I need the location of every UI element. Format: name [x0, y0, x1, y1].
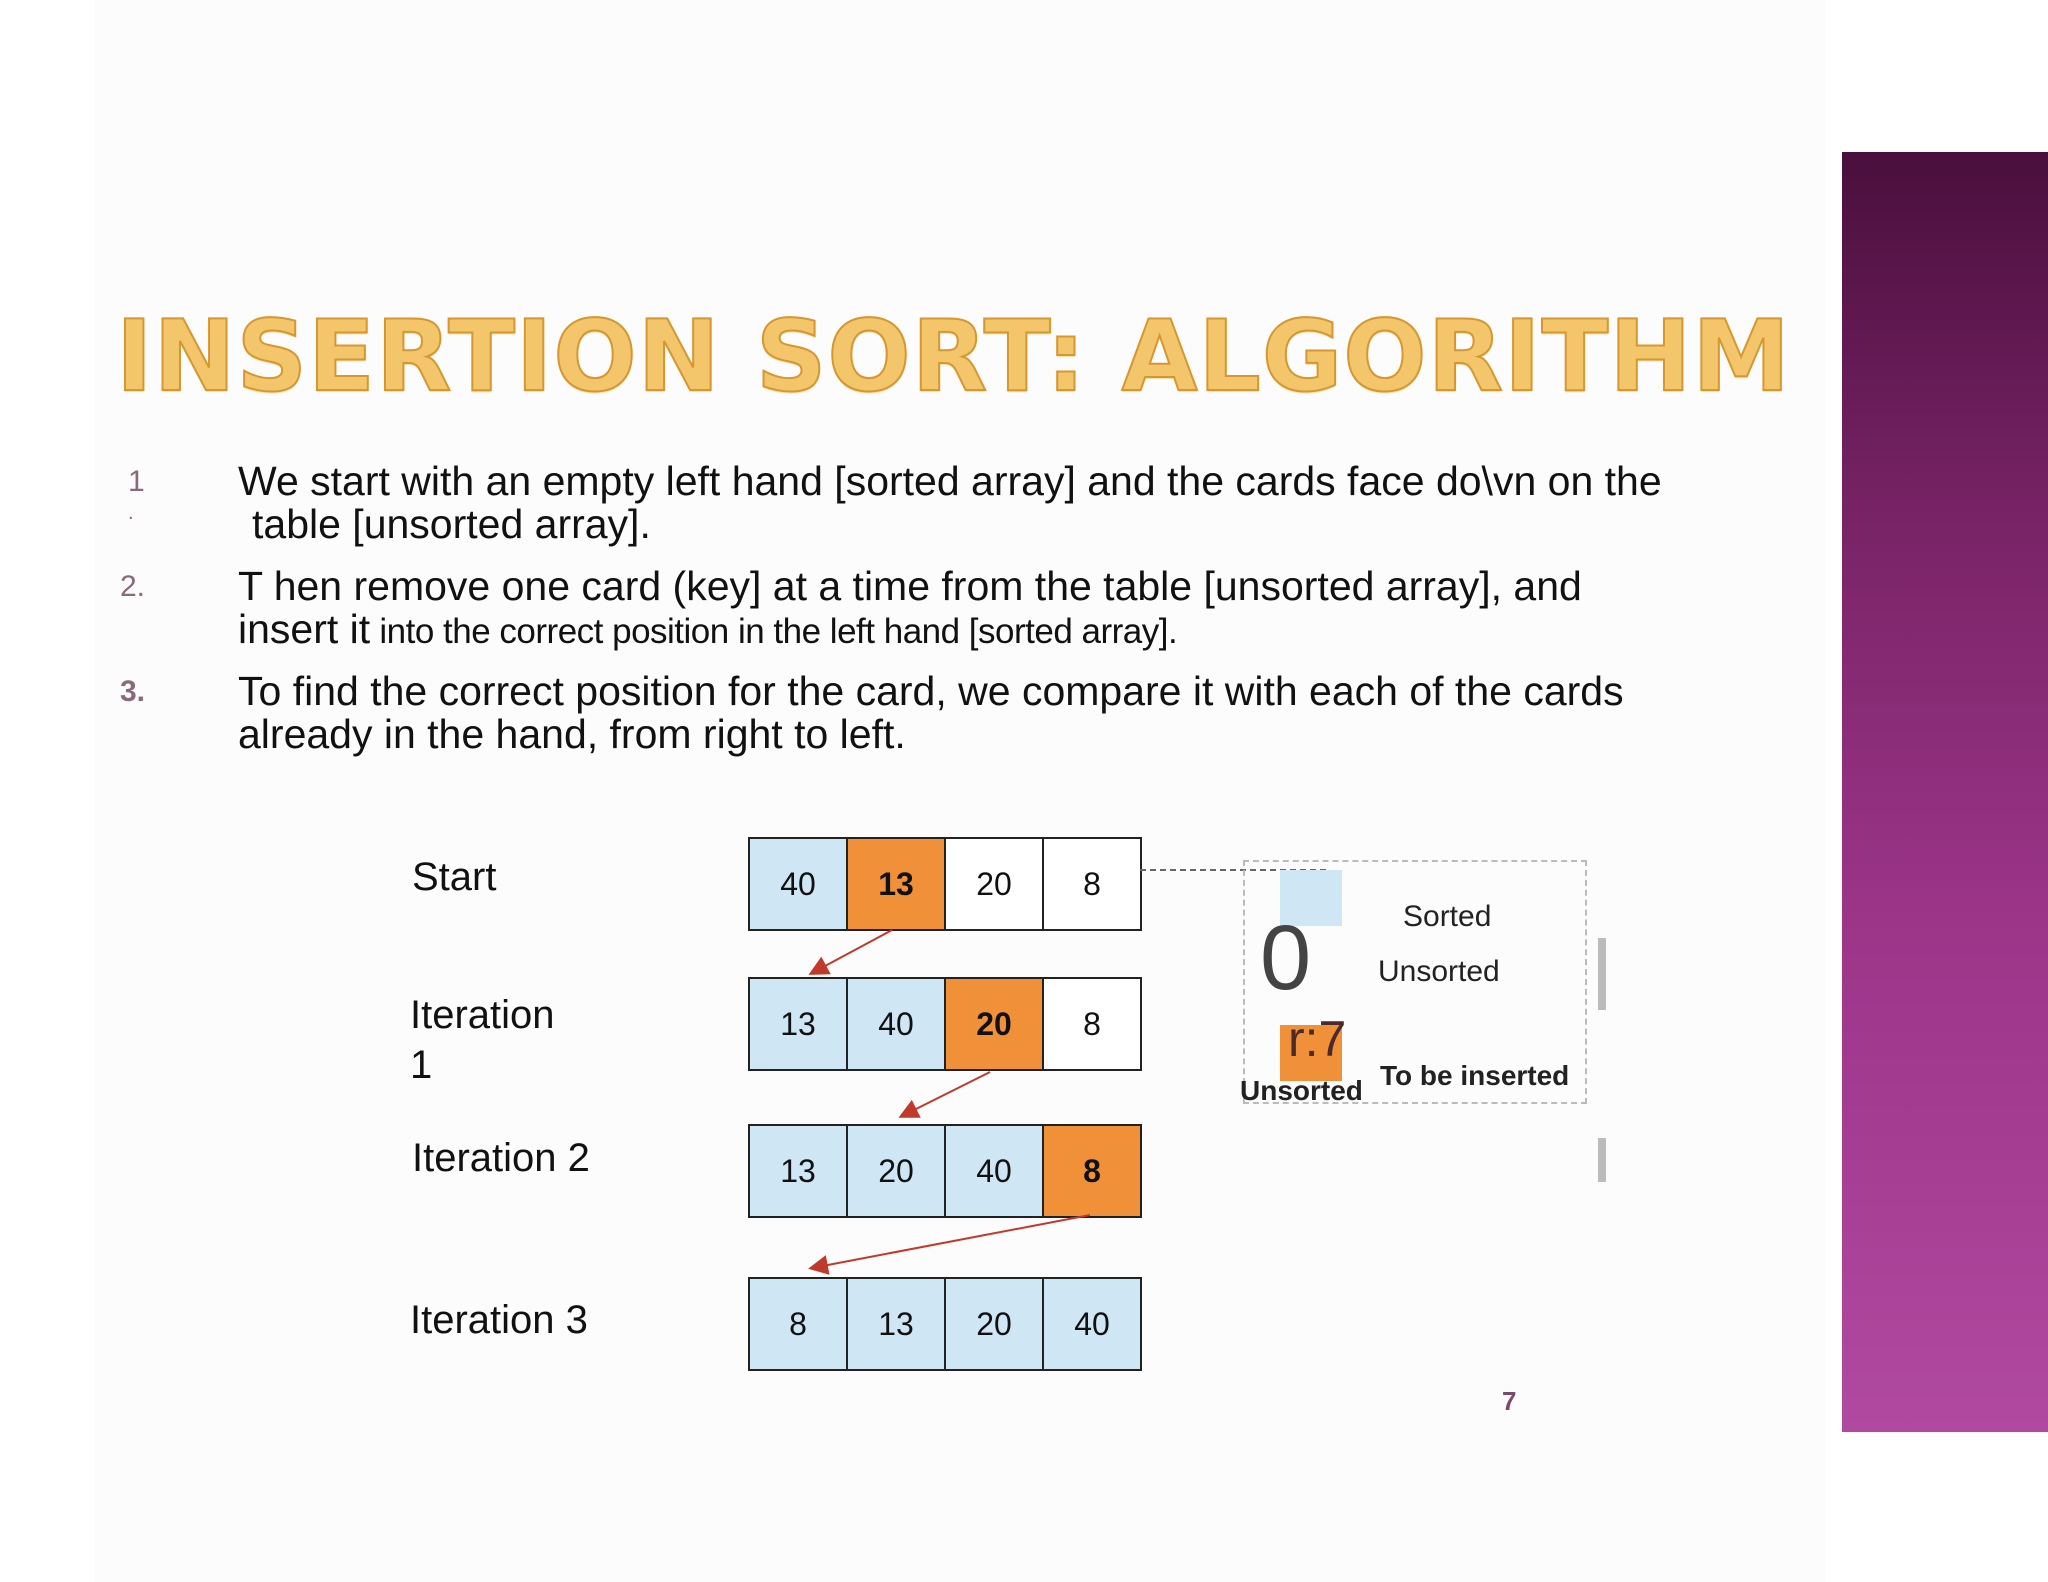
arrow-iteration-1-to-2: [902, 1072, 990, 1116]
legend-to-be-inserted-label: To be inserted: [1380, 1060, 1570, 1091]
array-cell: 20: [946, 839, 1042, 929]
label-iteration-3: Iteration 3: [410, 1298, 588, 1342]
step-2-number: 2.: [120, 570, 146, 603]
array-cell: 20: [946, 1279, 1042, 1369]
array-cell: 8: [750, 1279, 846, 1369]
step-1-line-2: table [unsorted array].: [252, 501, 651, 547]
array-cell: 13: [848, 1279, 944, 1369]
slide-title: INSERTION SORT: ALGORITHM: [116, 300, 1791, 414]
array-cell: 40: [1044, 1279, 1140, 1369]
label-iteration-1-number: 1: [410, 1043, 433, 1087]
label-iteration-2: Iteration 2: [412, 1136, 590, 1180]
legend-sorted-label: Sorted: [1403, 900, 1492, 933]
step-2-line-2-rest: into the correct position in the left hand [sorted array].: [370, 612, 1178, 651]
legend-bar-upper: [1598, 938, 1606, 1010]
step-1-line-1: We start with an empty left hand [sorted array] and the cards face do\vn on the: [238, 458, 1662, 504]
array-cell: 8: [1044, 1126, 1140, 1216]
arrow-start-to-iteration-1: [812, 930, 892, 973]
array-cell: 40: [750, 839, 846, 929]
array-cell: 13: [848, 839, 944, 929]
step-3-line-2: already in the hand, from right to left.: [238, 711, 906, 757]
label-start: Start: [412, 855, 497, 899]
array-cell: 40: [848, 979, 944, 1069]
array-cell: 8: [1044, 839, 1140, 929]
array-cell: 13: [750, 979, 846, 1069]
step-3-number: 3.: [120, 675, 146, 708]
array-cell: 20: [848, 1126, 944, 1216]
step-1-num-dot: .: [128, 502, 134, 524]
legend-unsorted-bold-label: Unsorted: [1240, 1075, 1363, 1106]
legend-unsorted-label: Unsorted: [1378, 955, 1500, 988]
step-2-line-1: T hen remove one card (key] at a time from the table [unsorted array], and: [238, 563, 1582, 609]
array-cell: 20: [946, 979, 1042, 1069]
page-number: 7: [1502, 1386, 1517, 1416]
arrow-iteration-2-to-3: [812, 1215, 1090, 1268]
array-cell: 8: [1044, 979, 1140, 1069]
label-iteration-1-word: Iteration: [410, 993, 555, 1037]
legend-glitch-zero: 0: [1260, 907, 1312, 1009]
legend-glitch-r7: r:7: [1288, 1011, 1347, 1067]
array-cell: 40: [946, 1126, 1042, 1216]
array-cell: 13: [750, 1126, 846, 1216]
step-1-num: 1: [128, 465, 145, 498]
legend: [1238, 820, 1598, 1120]
step-2-line-2-start: insert it: [238, 606, 371, 652]
legend-bar-lower: [1598, 1138, 1606, 1182]
step-3-line-1: To find the correct position for the card, we compare it with each of the cards: [238, 668, 1624, 714]
